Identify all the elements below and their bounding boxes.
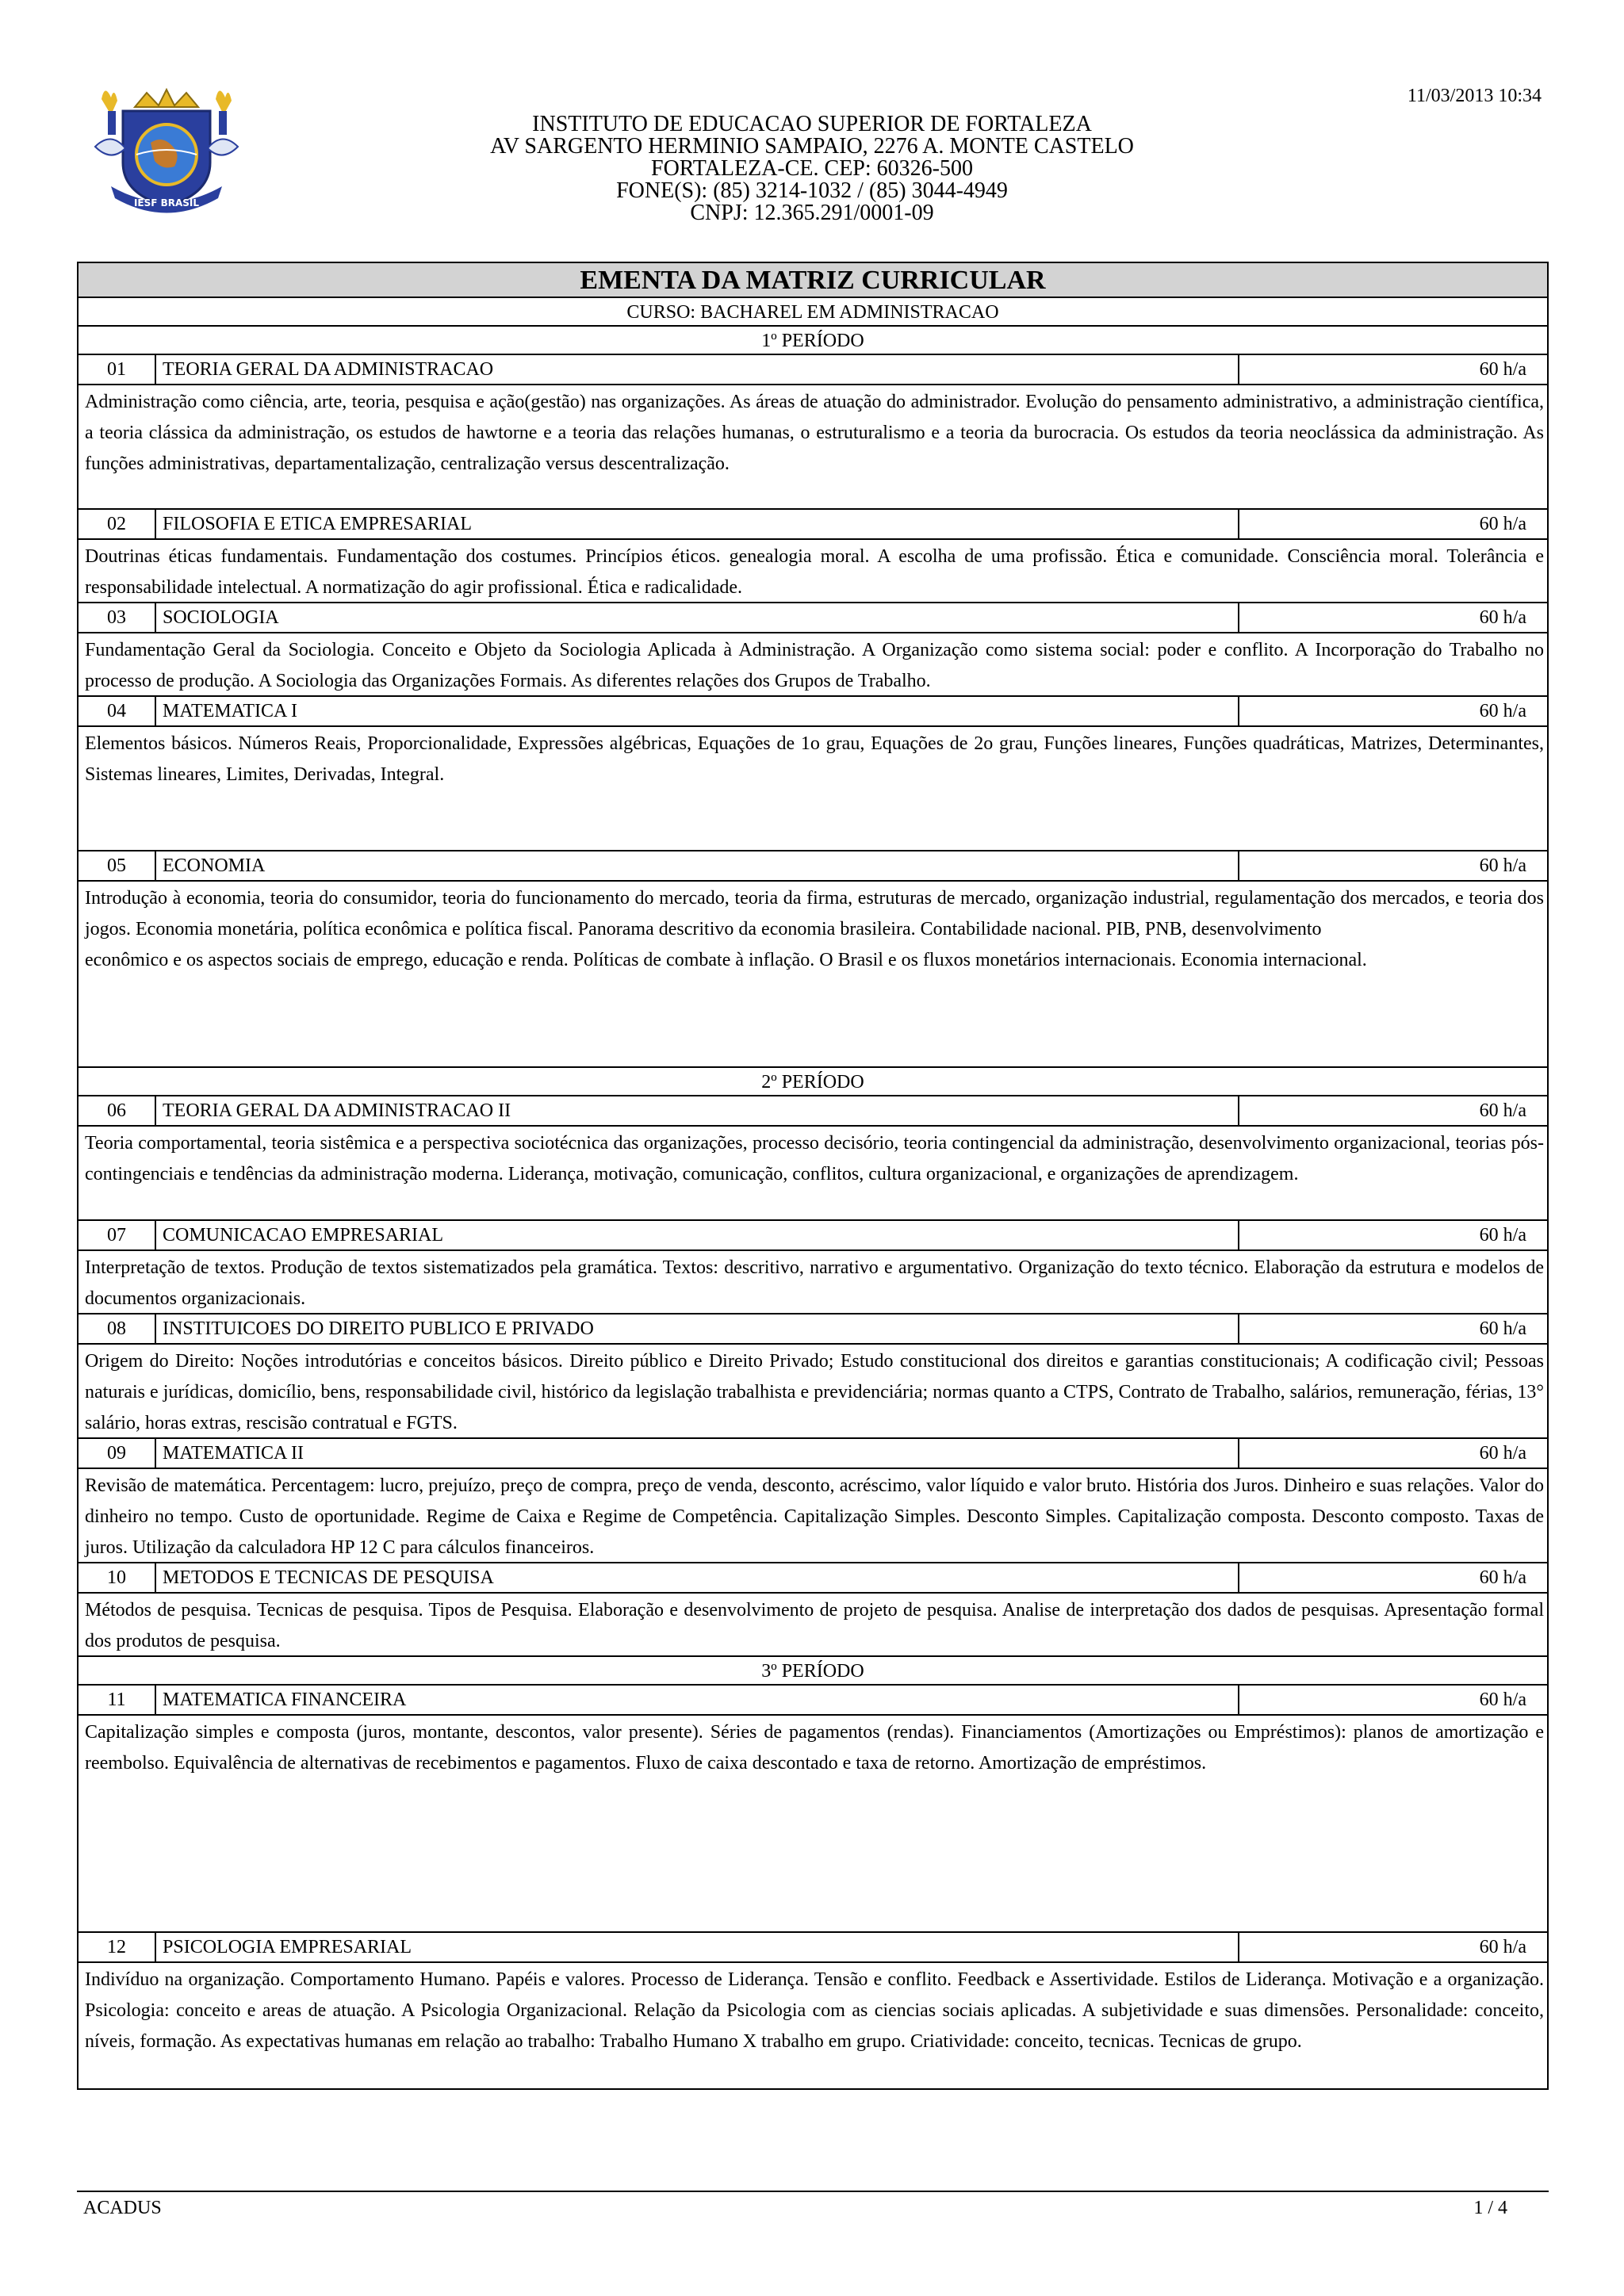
subject-hours: 60 h/a [1479,514,1526,534]
subject-hours: 60 h/a [1479,1937,1526,1957]
period-header: 2º PERÍODO [79,1068,1547,1096]
subject-row [79,510,1547,540]
footer-system-name: ACADUS [83,2198,162,2218]
subject-name: METODOS E TECNICAS DE PESQUISA [156,1563,1239,1592]
description-part: Introdução à economia, teoria do consumidor, teoria do funcionamento do mercado, teoria da firma, estruturas de mercado, organização industrial, regulamentação dos mercados, e teoria dos jogos. Economia monetária, política econômica e política fiscal. Panorama descritivo da economia brasileira. Contabilidade nacional. PIB, PNB, desenvolvimento [85,888,1544,939]
subject-row [79,1686,1547,1716]
subject-row [79,355,1547,385]
subject-row [79,1439,1547,1469]
subject-hours: 60 h/a [1479,701,1526,721]
subject-name: MATEMATICA I [156,697,1239,725]
subject-name: INSTITUICOES DO DIREITO PUBLICO E PRIVADO [156,1314,1239,1343]
subject-name: MATEMATICA FINANCEIRA [156,1686,1239,1714]
subject-description: Interpretação de textos. Produção de textos sistematizados pela gramática. Textos: descritivo, narrativo e argumentativo. Organização do texto técnico. Elaboração da estrutura e modelos de documentos organizacionais. [79,1251,1547,1314]
footer-divider [77,2191,1549,2192]
subject-description: Administração como ciência, arte, teoria, pesquisa e ação(gestão) nas organizações. As áreas de atuação do administrador. Evolução do pensamento administrativo, a administração científica, a teoria clássica da administração, os estudos de hawtorne e a teoria das relações humanas, o estruturalismo e a teoria da burocracia. Os estudos da teoria neoclássica da administração. As funções administrativas, departamentalização, centralização versus descentralização. [79,385,1547,510]
subject-row [79,697,1547,727]
subject-number: 07 [79,1221,156,1249]
subject-hours: 60 h/a [1479,1225,1526,1246]
subject-row [79,851,1547,882]
subject-number: 02 [79,510,156,538]
course-name: CURSO: BACHAREL EM ADMINISTRACAO [79,298,1547,327]
subject-number: 06 [79,1096,156,1125]
svg-text:IESF BRASIL: IESF BRASIL [133,197,200,209]
subject-description: Métodos de pesquisa. Tecnicas de pesquisa. Tipos de Pesquisa. Elaboração e desenvolvimento de projeto de pesquisa. Analise de interpretação dos dados de pesquisas. Apresentação formal dos produtos de pesquisa. [79,1594,1547,1657]
subject-description: Indivíduo na organização. Comportamento Humano. Papéis e valores. Processo de Liderança. Tensão e conflito. Feedback e Assertividade. Estilos de Liderança. Motivação e a organização. Psicologia: conceito e areas de atuação. A Psicologia Organizacional. Relação da Psicologia com as ciencias sociais aplicadas. A subjetividade e suas dimensões. Personalidade: conceito, níveis, formação. As expectativas humanas em relação ao trabalho: Trabalho Humano X trabalho em grupo. Criatividade: conceito, tecnicas. Tecnicas de grupo. [85,1969,1544,2052]
curriculum-table [77,262,1549,2090]
subject-hours: 60 h/a [1479,1443,1526,1464]
subject-description: Capitalização simples e composta (juros, montante, descontos, valor presente). Séries de pagamentos (rendas). Financiamentos (Amortizações ou Empréstimos): planos de amortização e reembolso. Equivalência de alternativas de recebimentos e pagamentos. Fluxo de caixa descontado e taxa de retorno. Amortização de empréstimos. [79,1716,1547,1933]
subject-name: ECONOMIA [156,851,1239,880]
print-timestamp: 11/03/2013 10:34 [1407,86,1542,106]
document-title: EMENTA DA MATRIZ CURRICULAR [79,263,1547,298]
subject-hours: 60 h/a [1479,1689,1526,1710]
subject-number: 04 [79,697,156,725]
subject-row [79,1314,1547,1345]
institution-cnpj: CNPJ: 12.365.291/0001-09 [690,201,934,225]
subject-number: 10 [79,1563,156,1592]
subject-name: COMUNICACAO EMPRESARIAL [156,1221,1239,1249]
subject-description: Elementos básicos. Números Reais, Proporcionalidade, Expressões algébricas, Equações de 1o grau, Equações de 2o grau, Funções lineares, Funções quadráticas, Matrizes, Determinantes, Sistemas lineares, Limites, Derivadas, Integral. [79,727,1547,851]
subject-row [79,603,1547,633]
subject-hours: 60 h/a [1479,855,1526,876]
institution-phone: FONE(S): (85) 3214-1032 / (85) 3044-4949 [616,178,1008,203]
institution-address: AV SARGENTO HERMINIO SAMPAIO, 2276 A. MONTE CASTELO [490,134,1134,159]
period-header: 3º PERÍODO [79,1657,1547,1686]
subject-name: MATEMATICA II [156,1439,1239,1468]
subject-description: Revisão de matemática. Percentagem: lucro, prejuízo, preço de compra, preço de venda, desconto, acréscimo, valor líquido e valor bruto. História dos Juros. Dinheiro e suas relações. Valor do dinheiro no tempo. Custo de oportunidade. Regime de Caixa e Regime de Competência. Capitalização Simples. Desconto Simples. Capitalização composta. Desconto composto. Taxas de juros. Utilização da calculadora HP 12 C para cálculos financeiros. [79,1469,1547,1563]
subject-description: Teoria comportamental, teoria sistêmica e a perspectiva sociotécnica das organizações, processo decisório, teoria contingencial da administração, desenvolvimento organizacional, teorias pós-contingenciais e tendências da administração moderna. Liderança, motivação, comunicação, conflitos, cultura organizacional, e organizações de aprendizagem. [79,1127,1547,1221]
subject-name: PSICOLOGIA EMPRESARIAL [156,1933,1239,1961]
subject-number: 08 [79,1314,156,1343]
institution-city: FORTALEZA-CE. CEP: 60326-500 [651,156,973,181]
subject-name: SOCIOLOGIA [156,603,1239,632]
subject-row [79,1563,1547,1594]
subject-hours: 60 h/a [1479,1567,1526,1588]
institution-name: INSTITUTO DE EDUCACAO SUPERIOR DE FORTALEZA [532,112,1092,136]
subject-number: 09 [79,1439,156,1468]
subject-row [79,1221,1547,1251]
subject-hours: 60 h/a [1479,1318,1526,1339]
subject-hours: 60 h/a [1479,607,1526,628]
subject-description: Doutrinas éticas fundamentais. Fundamentação dos costumes. Princípios éticos. genealogia moral. A escolha de uma profissão. Ética e comunidade. Consciência moral. Tolerância e responsabilidade intelectual. A normatização do agir profissional. Ética e radicalidade. [79,540,1547,603]
subject-description: Origem do Direito: Noções introdutórias e conceitos básicos. Direito público e Direito Privado; Estudo constitucional dos direitos e garantias constitucionais; A codificação civil; Pessoas naturais e jurídicas, domicílio, bens, responsabilidade civil, histórico da legislação trabalhista e previdenciária; normas quanto a CTPS, Contrato de Trabalho, salários, remuneração, férias, 13° salário, horas extras, rescisão contratual e FGTS. [79,1345,1547,1439]
subject-number: 03 [79,603,156,632]
footer-page-number: 1 / 4 [1473,2198,1507,2218]
subject-number: 05 [79,851,156,880]
description-part: econômico e os aspectos sociais de emprego, educação e renda. Políticas de combate à inflação. O Brasil e os fluxos monetários internacionais. Economia internacional. [85,950,1367,970]
subject-number: 11 [79,1686,156,1714]
subject-number: 01 [79,355,156,384]
subject-row [79,1933,1547,1963]
period-header: 1º PERÍODO [79,327,1547,355]
subject-description [79,882,1547,1068]
subject-hours: 60 h/a [1479,1100,1526,1121]
subject-hours: 60 h/a [1479,359,1526,380]
institution-header [0,113,1624,224]
subject-name: TEORIA GERAL DA ADMINISTRACAO II [156,1096,1239,1125]
subject-description: Fundamentação Geral da Sociologia. Conceito e Objeto da Sociologia Aplicada à Administração. A Organização como sistema social: poder e conflito. A Incorporação do Trabalho no processo de produção. A Sociologia das Organizações Formais. As diferentes relações dos Grupos de Trabalho. [79,633,1547,697]
subject-row [79,1096,1547,1127]
subject-name: TEORIA GERAL DA ADMINISTRACAO [156,355,1239,384]
subject-name: FILOSOFIA E ETICA EMPRESARIAL [156,510,1239,538]
subject-number: 12 [79,1933,156,1961]
